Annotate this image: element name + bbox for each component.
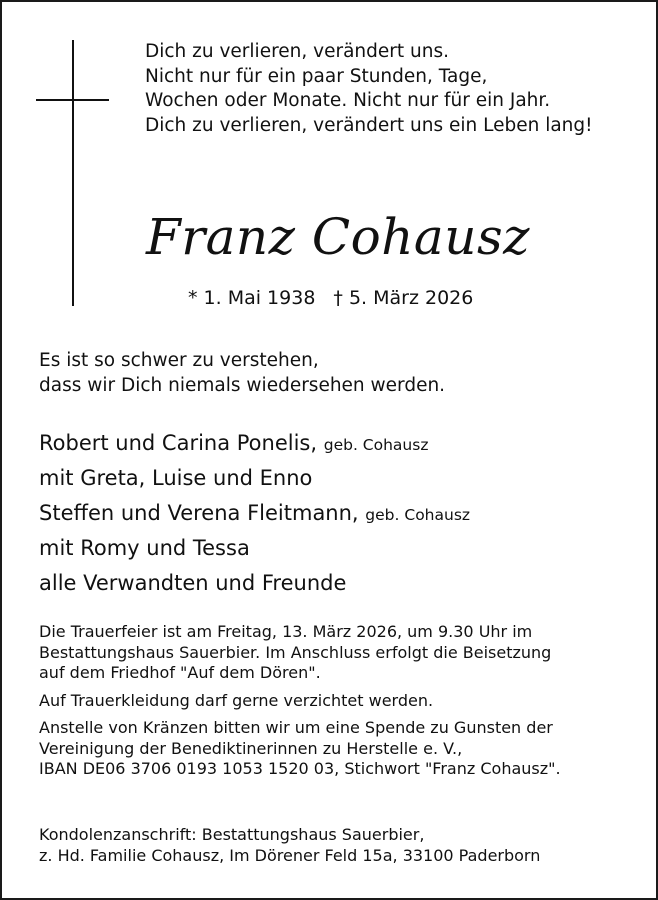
poem-line: Nicht nur für ein paar Stunden, Tage, bbox=[145, 65, 488, 87]
deceased-name: Franz Cohausz bbox=[146, 208, 530, 266]
contact-line: Kondolenzanschrift: Bestattungshaus Sauerbier, bbox=[39, 825, 425, 844]
mourner-name: mit Greta, Luise und Enno bbox=[39, 466, 313, 490]
cross-icon-bar bbox=[36, 99, 109, 101]
mourner-row bbox=[39, 496, 470, 531]
condolence-address bbox=[39, 824, 540, 866]
mourner-row bbox=[39, 531, 470, 566]
mourner-name: mit Romy und Tessa bbox=[39, 536, 250, 560]
mourner-name: Steffen und Verena Fleitmann, bbox=[39, 501, 359, 525]
attire-note: Auf Trauerkleidung darf gerne verzichtet werden. bbox=[39, 690, 434, 710]
contact-line: z. Hd. Familie Cohausz, Im Dörener Feld 15a, 33100 Paderborn bbox=[39, 846, 541, 865]
poem-line: Dich zu verlieren, verändert uns. bbox=[145, 41, 449, 62]
poem bbox=[145, 40, 593, 138]
mourner-name: Robert und Carina Ponelis, bbox=[39, 431, 318, 455]
mourner-note: geb. Cohausz bbox=[365, 506, 471, 524]
mourner-row bbox=[39, 426, 470, 461]
service-line: Die Trauerfeier ist am Freitag, 13. März 2026, um 9.30 Uhr im bbox=[39, 622, 533, 641]
mourner-row bbox=[39, 461, 470, 496]
quote-line: Es ist so schwer zu verstehen, bbox=[39, 350, 319, 371]
mourner-row bbox=[39, 566, 470, 601]
death-date: † 5. März 2026 bbox=[333, 287, 474, 309]
service-line: auf dem Friedhof "Auf dem Dören". bbox=[39, 663, 321, 682]
mourners-list bbox=[39, 426, 470, 601]
life-dates bbox=[188, 285, 473, 311]
poem-line: Dich zu verlieren, verändert uns ein Leben lang! bbox=[145, 114, 593, 136]
funeral-info bbox=[39, 622, 639, 780]
mourner-name: alle Verwandten und Freunde bbox=[39, 571, 347, 595]
donation-line: Anstelle von Kränzen bitten wir um eine Spende zu Gunsten der bbox=[39, 718, 553, 737]
donation-line: Vereinigung der Benediktinerinnen zu Herstelle e. V., bbox=[39, 738, 463, 758]
mourner-note: geb. Cohausz bbox=[323, 436, 429, 454]
quote bbox=[39, 349, 445, 398]
service-line: Bestattungshaus Sauerbier. Im Anschluss erfolgt die Beisetzung bbox=[39, 642, 552, 662]
quote-line: dass wir Dich niemals wiedersehen werden. bbox=[39, 374, 446, 396]
birth-date: * 1. Mai 1938 bbox=[188, 287, 316, 309]
donation-line: IBAN DE06 3706 0193 1053 1520 03, Stichwort "Franz Cohausz". bbox=[39, 759, 561, 778]
poem-line: Wochen oder Monate. Nicht nur für ein Jahr. bbox=[145, 90, 551, 111]
